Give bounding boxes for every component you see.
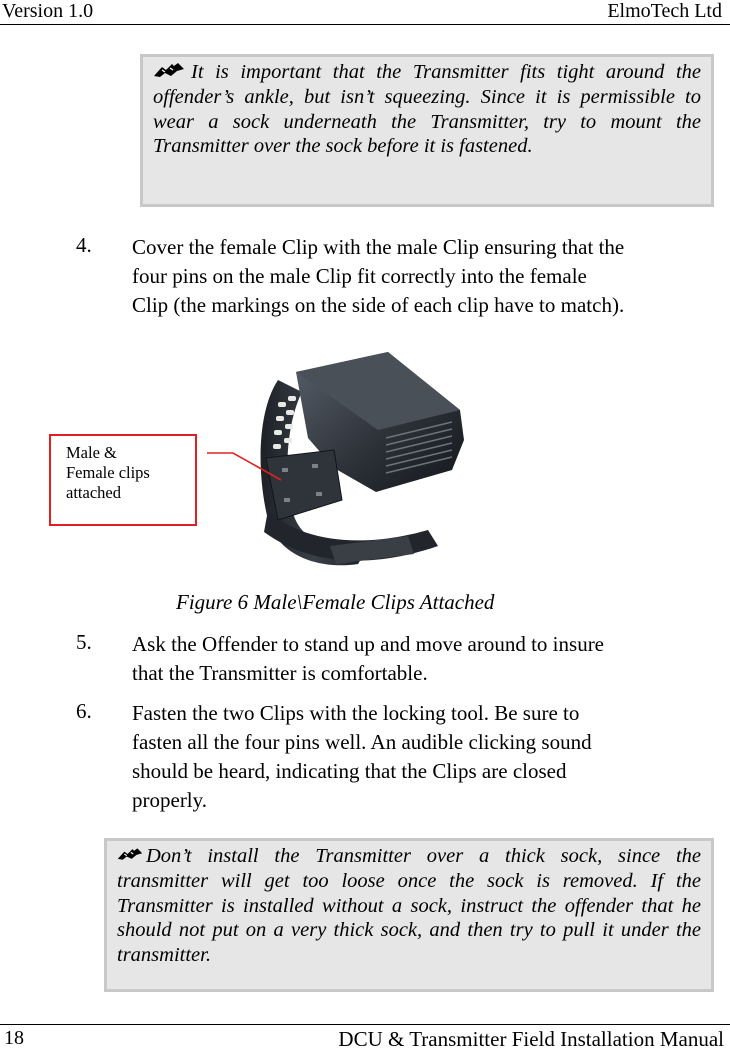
header-company: ElmoTech Ltd xyxy=(607,0,722,22)
callout-leader-line xyxy=(205,450,285,484)
step-5-text xyxy=(132,630,604,688)
header-version: Version 1.0 xyxy=(2,0,94,22)
figure-caption: Figure 6 Male\Female Clips Attached xyxy=(176,590,495,614)
step-4-line: four pins on the male Clip fit correctly into the female xyxy=(132,264,587,288)
step-4-number: 4. xyxy=(76,233,92,257)
header-rule xyxy=(0,24,730,25)
step-6-line: Fasten the two Clips with the locking tool. Be sure to xyxy=(132,701,580,725)
footer-rule xyxy=(0,1024,730,1025)
footer-title: DCU & Transmitter Field Installation Manual xyxy=(338,1027,724,1051)
callout-line: Male & xyxy=(66,443,117,462)
note-top-text: It is important that the Transmitter fits tight around the offender’s ankle, but isn’t squeezing. Since it is permissible to wear a sock underneath the Transmitter, try to mount the Transmitter over the sock before it is fastened. xyxy=(153,61,701,158)
callout-box xyxy=(49,434,197,526)
step-6-number: 6. xyxy=(76,699,92,723)
note-box-top xyxy=(140,54,714,207)
step-4-text xyxy=(132,233,624,320)
step-6-text xyxy=(132,699,592,815)
note-bottom-text: Don’t install the Transmitter over a thick sock, since the transmitter will get too loose once the sock is removed. If the Transmitter is installed without a sock, instruct the offender that he should not put on a very thick sock, and then try to pull it under the transmitter. xyxy=(117,845,701,967)
step-6-line: fasten all the four pins well. An audible clicking sound xyxy=(132,730,592,754)
pointing-hand-icon xyxy=(153,61,185,79)
step-5-number: 5. xyxy=(76,630,92,654)
step-6-line: should be heard, indicating that the Clips are closed xyxy=(132,759,567,783)
footer-page-number: 18 xyxy=(4,1027,24,1049)
pointing-hand-icon xyxy=(117,845,143,863)
callout-line: Female clips xyxy=(66,463,150,482)
step-4-line: Cover the female Clip with the male Clip ensuring that the xyxy=(132,235,625,259)
step-5-line: that the Transmitter is comfortable. xyxy=(132,661,428,685)
step-6-line: properly. xyxy=(132,788,208,812)
step-4-line: Clip (the markings on the side of each clip have to match). xyxy=(132,293,625,317)
callout-line: attached xyxy=(66,483,121,502)
note-box-bottom xyxy=(104,838,714,992)
step-5-line: Ask the Offender to stand up and move around to insure xyxy=(132,632,605,656)
